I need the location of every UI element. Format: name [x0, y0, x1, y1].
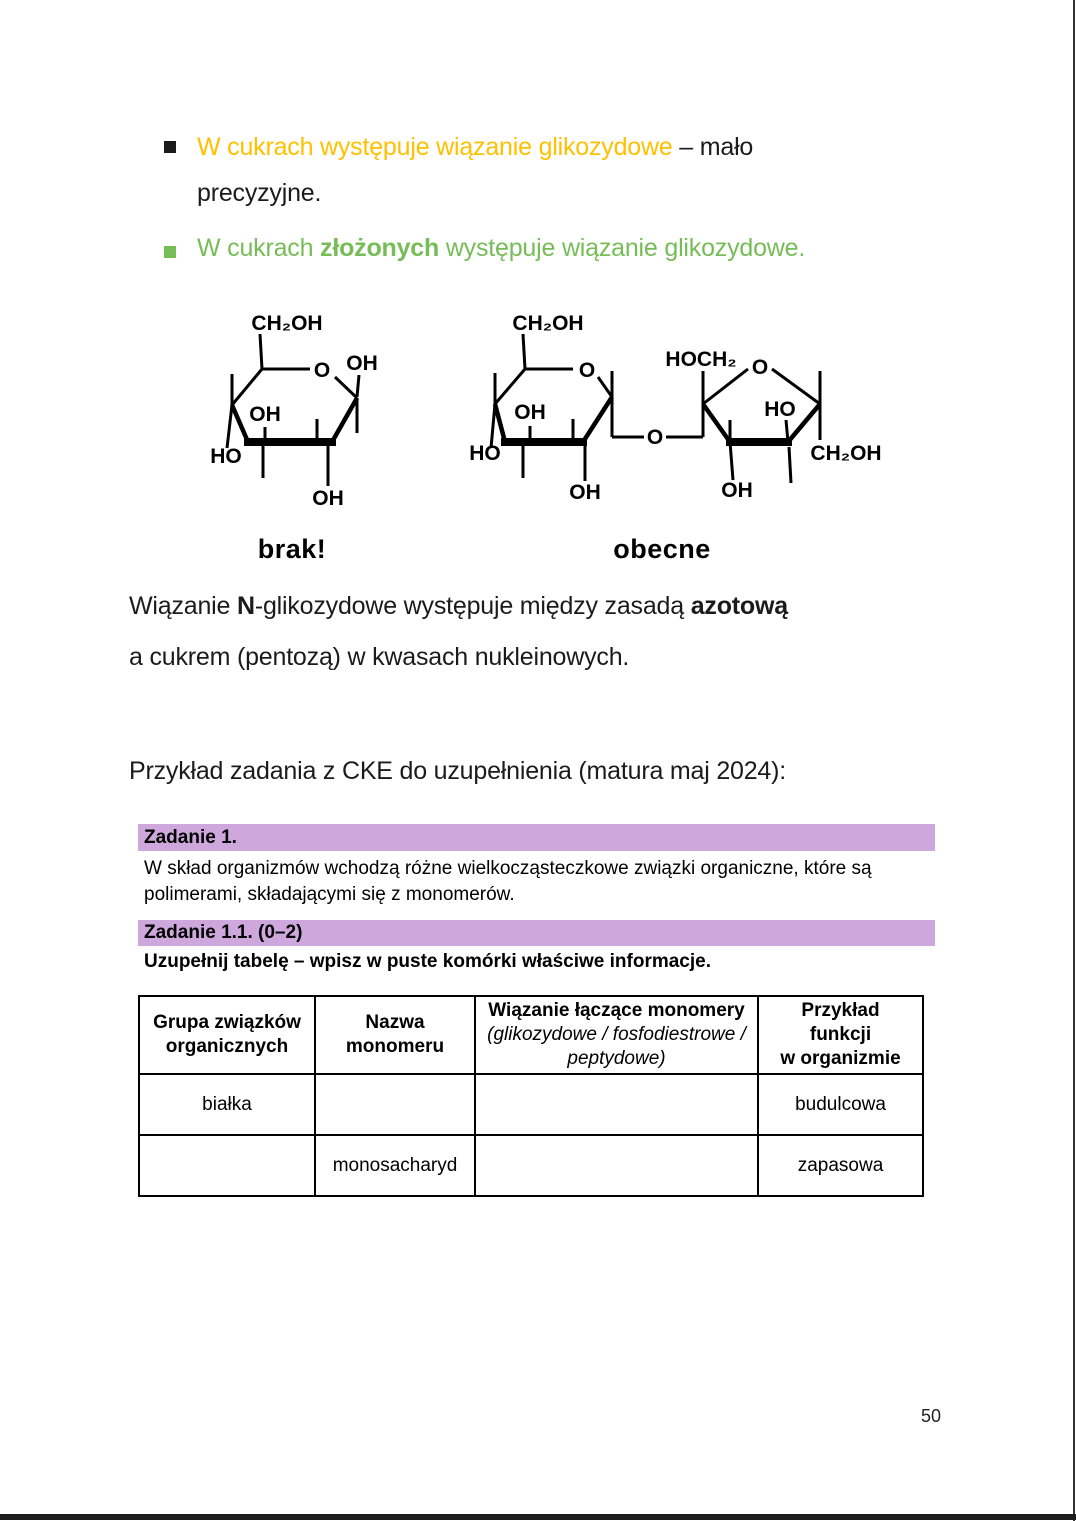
cell-function: zapasowa	[758, 1135, 923, 1196]
chem-label-ch2oh: CH₂OH	[512, 312, 584, 335]
bullet-square-icon	[164, 141, 176, 153]
table-header-row	[139, 996, 923, 1074]
page-edge-right	[1073, 0, 1075, 1521]
paragraph-bold-text: N	[236, 592, 255, 620]
header-cell-group	[139, 996, 315, 1074]
task-table	[138, 995, 924, 1197]
header-line: Grupa związków	[153, 1012, 301, 1033]
cell-bond-empty	[475, 1135, 758, 1196]
chem-label-oh: OH	[569, 481, 601, 504]
caption-obecne: obecne	[613, 534, 711, 564]
chemical-structures-figure	[140, 300, 950, 572]
header-line: Przykład	[801, 1000, 880, 1021]
task-1-1-header: Zadanie 1.1. (0–2)	[144, 922, 303, 943]
n-glycosidic-paragraph-line-2: a cukrem (pentozą) w kwasach nukleinowych.	[129, 643, 630, 671]
header-line: Nazwa	[365, 1012, 425, 1033]
fructose-ring-bonds	[703, 369, 820, 483]
paragraph-bold-text: azotową	[690, 592, 788, 620]
header-line: w organizmie	[780, 1048, 901, 1069]
disaccharide-glucose-bonds	[491, 334, 612, 481]
bullet-2-text: W cukrach	[197, 234, 321, 262]
glucose-ring-bonds	[227, 334, 359, 486]
bullet-2-bold-text: złożonych	[320, 234, 440, 262]
header-cell-monomer	[315, 996, 475, 1074]
chem-label-oh: OH	[721, 479, 753, 502]
header-line: funkcji	[809, 1024, 872, 1045]
paragraph-text: -glikozydowe występuje między zasadą	[254, 592, 691, 620]
header-line-italic: (glikozydowe / fosfodiestrowe / peptydowe)	[487, 1024, 746, 1069]
page-number: 50	[921, 1406, 942, 1426]
chem-label-oh: OH	[249, 403, 281, 426]
cell-monomer: monosacharyd	[315, 1135, 475, 1196]
task-1-1-header-bar	[138, 920, 935, 946]
chem-label-ho: HO	[469, 442, 501, 465]
chem-label-ring-oxygen: O	[313, 359, 331, 382]
task-1-header-bar	[138, 824, 935, 851]
bullet-item-1-line-2: precyzyjne.	[197, 179, 322, 207]
paragraph-text: Wiązanie	[129, 592, 237, 620]
chem-label-ho: HO	[764, 398, 796, 421]
n-glycosidic-paragraph-line-1	[129, 592, 788, 621]
cell-function: budulcowa	[758, 1074, 923, 1135]
chem-label-hoch2: HOCH₂	[665, 348, 737, 371]
header-line: organicznych	[165, 1036, 289, 1057]
chem-label-bridge-oxygen: O	[646, 426, 664, 449]
chem-label-ring-oxygen: O	[578, 359, 596, 382]
bullet-square-icon	[164, 246, 176, 258]
header-cell-function	[758, 996, 923, 1074]
bullet-2-text: występuje wiązanie glikozydowe.	[439, 234, 806, 262]
cell-group: białka	[139, 1074, 315, 1135]
bullet-1-plain-text: – mało	[672, 133, 754, 161]
chem-label-oh: OH	[312, 487, 344, 510]
chem-label-ch2oh: CH₂OH	[810, 442, 882, 465]
page-edge-bottom	[0, 1514, 1076, 1520]
cke-example-intro: Przykład zadania z CKE do uzupełnienia (matura maj 2024):	[129, 757, 787, 785]
table-row	[139, 1135, 923, 1196]
task-1-1-instruction: Uzupełnij tabelę – wpisz w puste komórki właściwe informacje.	[144, 951, 711, 972]
task-1-body: W skład organizmów wchodzą różne wielkocząsteczkowe związki organiczne, które są polimerami, składającymi się z monomerów.	[144, 858, 872, 905]
bullet-item-1-line-1	[197, 133, 753, 162]
table-row	[139, 1074, 923, 1135]
header-line: Wiązanie łączące monomery	[488, 1000, 745, 1021]
bullet-1-highlighted-text: W cukrach występuje wiązanie glikozydowe	[197, 133, 673, 161]
chem-label-ch2oh: CH₂OH	[251, 312, 323, 335]
cell-bond-empty	[475, 1074, 758, 1135]
chem-label-oh: OH	[514, 401, 546, 424]
cell-monomer-empty	[315, 1074, 475, 1135]
cell-group-empty	[139, 1135, 315, 1196]
header-line: monomeru	[345, 1036, 445, 1057]
header-cell-bond	[475, 996, 758, 1074]
chem-label-ring-oxygen: O	[751, 356, 769, 379]
chem-label-oh: OH	[346, 352, 378, 375]
task-1-header: Zadanie 1.	[144, 827, 237, 848]
chem-label-ho: HO	[210, 445, 242, 468]
caption-brak: brak!	[257, 534, 327, 564]
bullet-item-2	[197, 234, 805, 263]
